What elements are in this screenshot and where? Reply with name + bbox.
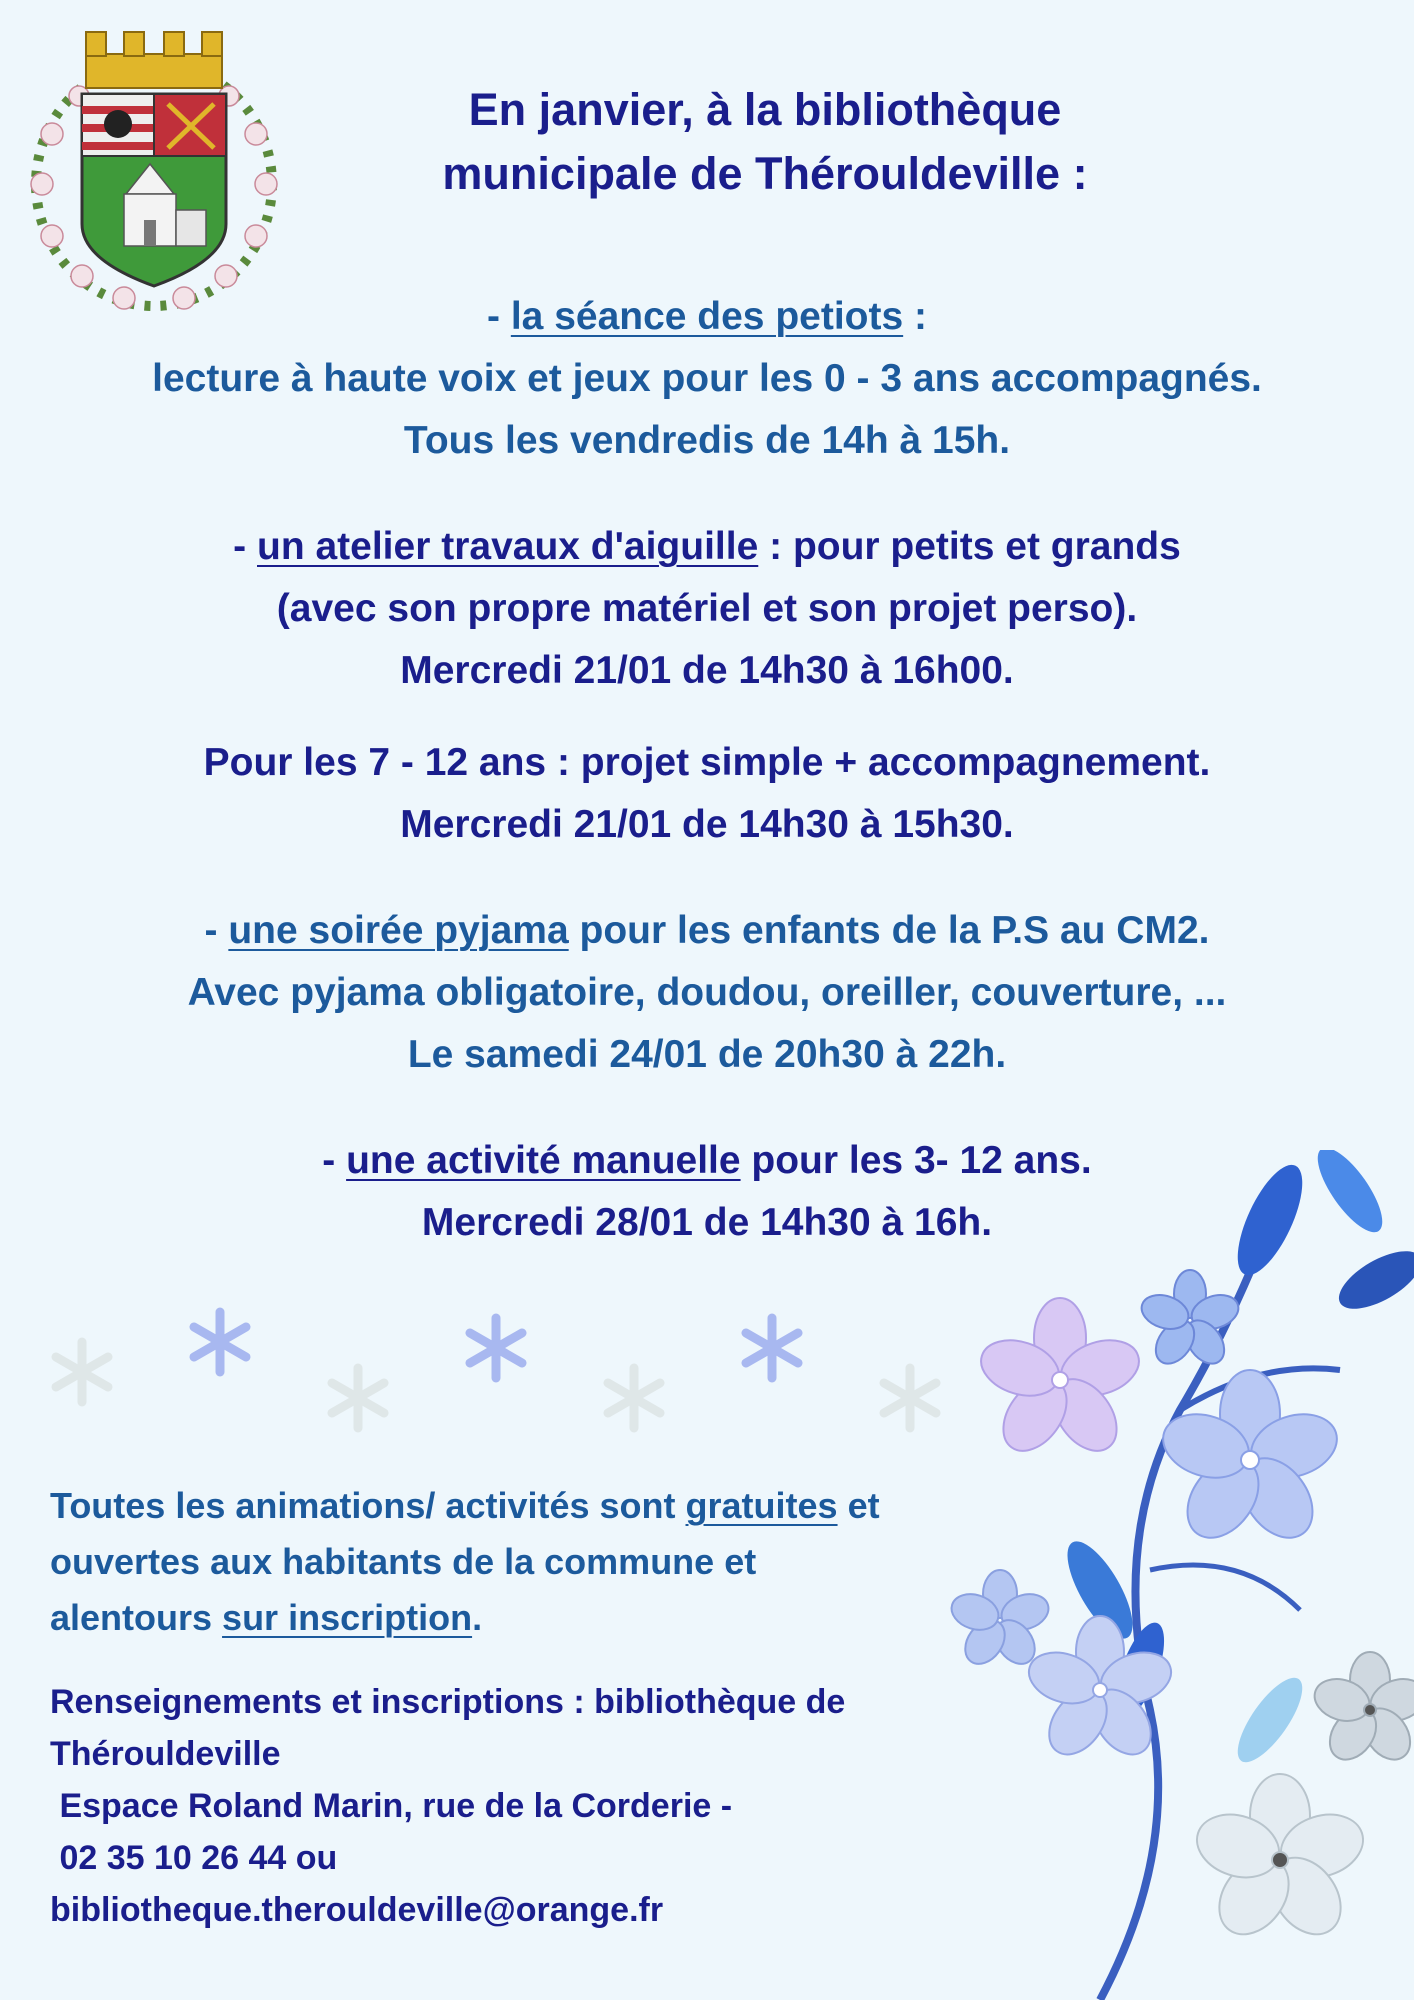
pyjama-schedule: Le samedi 24/01 de 20h30 à 22h. — [407, 1033, 1007, 1076]
info-line-1-text: Toutes les animations/ activités sont — [50, 1485, 686, 1526]
info-line-1 — [50, 1478, 1050, 1534]
section-atelier-kids — [0, 732, 1414, 856]
petiots-suffix: : — [903, 295, 927, 338]
page-title — [300, 78, 1230, 206]
crown — [86, 32, 222, 88]
shield — [82, 94, 226, 286]
contact-line-2: Thérouldeville — [50, 1735, 281, 1773]
manuelle-name: une activité manuelle — [346, 1139, 741, 1182]
info-line-3-end: . — [472, 1597, 483, 1638]
atelier-name: un atelier travaux d'aiguille — [257, 525, 759, 568]
title-line-2: municipale de Thérouldeville : — [442, 148, 1088, 199]
pyjama-description: Avec pyjama obligatoire, doudou, oreiller, couverture, ... — [187, 971, 1227, 1014]
coat-of-arms-logo — [24, 24, 284, 314]
contact-line-1: Renseignements et inscriptions : bibliothèque de — [50, 1683, 846, 1721]
section-atelier — [0, 516, 1414, 702]
info-paragraph — [50, 1478, 1050, 1646]
info-line-3-text: alentours — [50, 1597, 223, 1638]
contact-phone: 02 35 10 26 44 ou — [50, 1839, 338, 1877]
atelier-heading — [0, 516, 1414, 578]
atelier-description: (avec son propre matériel et son projet perso). — [276, 587, 1138, 630]
atelier-schedule: Mercredi 21/01 de 14h30 à 16h00. — [400, 649, 1014, 692]
pyjama-heading — [0, 900, 1414, 962]
snowflake-icon — [332, 1368, 384, 1428]
snowflake-icon — [608, 1368, 660, 1428]
title-line-1: En janvier, à la bibliothèque — [468, 84, 1062, 135]
pyjama-name: une soirée pyjama — [228, 909, 569, 952]
section-petiots — [0, 286, 1414, 472]
snowflakes-decoration — [30, 1290, 960, 1440]
info-sur-inscription: sur inscription — [222, 1597, 473, 1638]
contact-address: Espace Roland Marin, rue de la Corderie - — [50, 1787, 733, 1825]
petiots-heading — [0, 286, 1414, 348]
pyjama-prefix: - — [204, 909, 229, 952]
snowflake-icon — [194, 1312, 246, 1372]
atelier-suffix: : pour petits et grands — [758, 525, 1181, 568]
manuelle-prefix: - — [322, 1139, 347, 1182]
contact-block — [50, 1676, 1050, 1936]
atelier-kids-schedule: Mercredi 21/01 de 14h30 à 15h30. — [400, 803, 1014, 846]
petiots-name: la séance des petiots — [510, 295, 904, 338]
atelier-prefix: - — [233, 525, 257, 568]
petiots-description: lecture à haute voix et jeux pour les 0 - 3 ans accompagnés. — [152, 357, 1262, 400]
info-line-3 — [50, 1590, 1050, 1646]
manuelle-suffix: pour les 3- 12 ans. — [740, 1139, 1092, 1182]
info-line-2: ouvertes aux habitants de la commune et — [50, 1541, 757, 1582]
contact-email: bibliotheque.therouldeville@orange.fr — [50, 1891, 664, 1929]
info-gratuites: gratuites — [685, 1485, 838, 1526]
snowflake-icon — [884, 1368, 936, 1428]
pyjama-suffix: pour les enfants de la P.S au CM2. — [568, 909, 1210, 952]
snowflake-icon — [56, 1342, 108, 1402]
petiots-prefix: - — [487, 295, 511, 338]
snowflake-icon — [470, 1318, 522, 1378]
info-line-1-end: et — [837, 1485, 880, 1526]
snowflake-icon — [746, 1318, 798, 1378]
atelier-kids-description: Pour les 7 - 12 ans : projet simple + accompagnement. — [203, 741, 1211, 784]
manuelle-schedule: Mercredi 28/01 de 14h30 à 16h. — [421, 1201, 993, 1244]
petiots-schedule: Tous les vendredis de 14h à 15h. — [403, 419, 1011, 462]
section-pyjama — [0, 900, 1414, 1086]
